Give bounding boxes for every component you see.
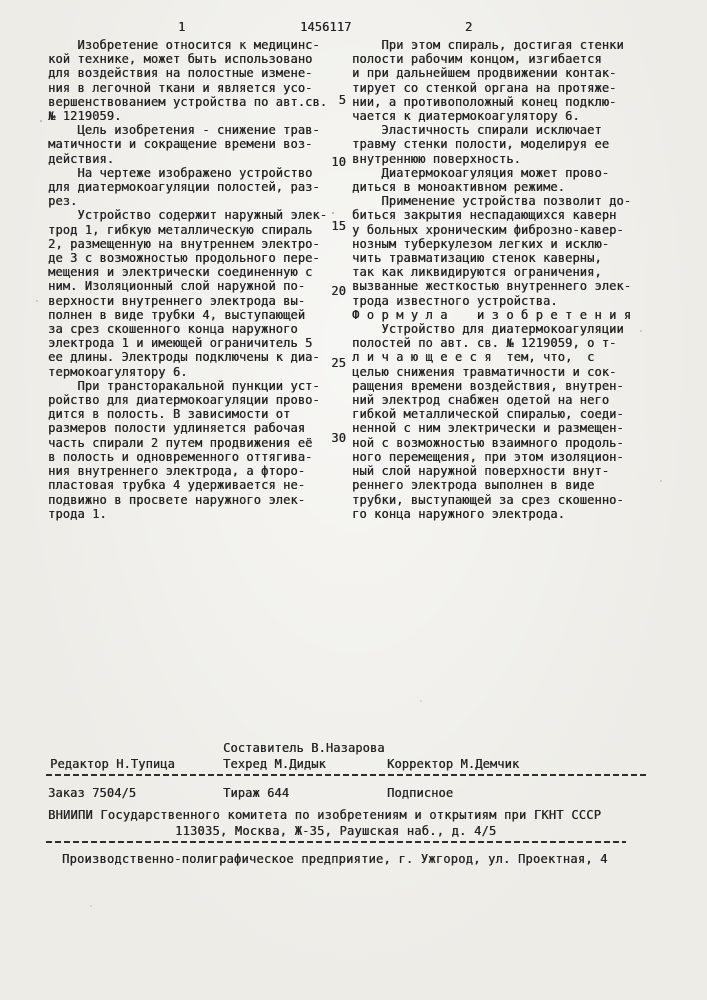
text-column-left: Изобретение относится к медицинс- кой технике, может быть использовано для воздействия на полостные измене- ния в легочной ткани и является усо- вершенствованием устройства по авт.св. № 1219059. Цель изобретения - снижение трав- матичности и сокращение времени воз- действия. На чертеже изображено устройство для диатермокоагуляции полостей, раз- рез. Устройство содержит наружный элек- трод 1, гибкую металлическую спираль 2, размещенную на внутреннем электро- де 3 с возможностью продольного пере- мещения и электрически соединенную с ним. Изоляционный слой наружной по- верхности внутреннего электрода вы- полнен в виде трубки 4, выступающей за срез скошенного конца наружного электрода 1 и имеющей ограничитель 5 ее длины. Электроды подключены к диа- термокоагулятору 6. При трансторакальной пункции уст- ройство для диатермокоагуляции прово- дится в полость. В зависимости от размеров полости удлиняется рабочая часть спирали 2 путем продвижения её в полость и одновременного оттягива- ния внутреннего электрода, а фторо- пластовая трубка 4 удерживается не- подвижно в просвете наружного элек- трода 1. [48,38,328,521]
line-marker-25: 25 [331,356,346,370]
footer-compiler: Составитель В.Назарова [223,741,385,755]
footer-subscription: Подписное [387,786,454,800]
patent-number: 1456117 [300,20,352,34]
footer-tirage: Тираж 644 [223,786,290,800]
footer-corrector: Корректор М.Демчик [387,757,520,771]
footer-divider-bottom [46,841,626,843]
line-marker-20: 20 [331,284,346,298]
footer-organization: ВНИИПИ Государственного комитета по изобретениям и открытиям при ГКНТ СССР [48,808,602,822]
line-marker-10: 10 [331,155,346,169]
line-marker-15: 15 [331,219,346,233]
footer-printer: Производственно-полиграфическое предприятие, г. Ужгород, ул. Проектная, 4 [62,852,608,866]
line-marker-5: 5 [338,93,346,107]
footer-order-number: Заказ 7504/5 [48,786,137,800]
footer-techred: Техред М.Дидык [223,757,326,771]
page-number-right: 2 [465,20,473,34]
text-column-right: При этом спираль, достигая стенки полости рабочим концом, изгибается и при дальнейшем продвижении контак- тирует со стенкой органа на протяже- нии, а противоположный конец подклю- чается к диатермокоагулятору 6. Эластичность спирали исключает травму стенки полости, моделируя ее внутреннюю поверхность. Диатермокоагуляция может прово- диться в моноактивном режиме. Применение устройства позволит до- биться закрытия неспадающихся каверн у больных хроническим фиброзно-кавер- нозным туберкулезом легких и исклю- чить травматизацию стенок каверны, так как ликвидируются ограничения, вызванные жесткостью внутреннего элек- трода известного устройства. Ф о р м у л а и з о б р е т е н и я Устройство для диатермокоагуляции полостей по авт. св. № 1219059, о т- л и ч а ю щ е е с я тем, что, с целью снижения травматичности и сок- ращения времени воздействия, внутрен- ний электрод снабжен одетой на него гибкой металлической спиралью, соеди- ненной с ним электрически и размещен- ной с возможностью взаимного продоль- ного перемещения, при этом изоляцион- ный слой наружной поверхности внут- реннего электрода выполнен в виде трубки, выступающей за срез скошенно- го конца наружного электрода. [352,38,632,521]
page-number-left: 1 [178,20,186,34]
footer-divider-top [46,774,646,776]
line-marker-30: 30 [331,431,346,445]
footer-editor: Редактор Н.Тупица [50,757,175,771]
footer-address: 113035, Москва, Ж-35, Раушская наб., д. 4/5 [175,824,497,838]
paper-specks [0,0,2,2]
